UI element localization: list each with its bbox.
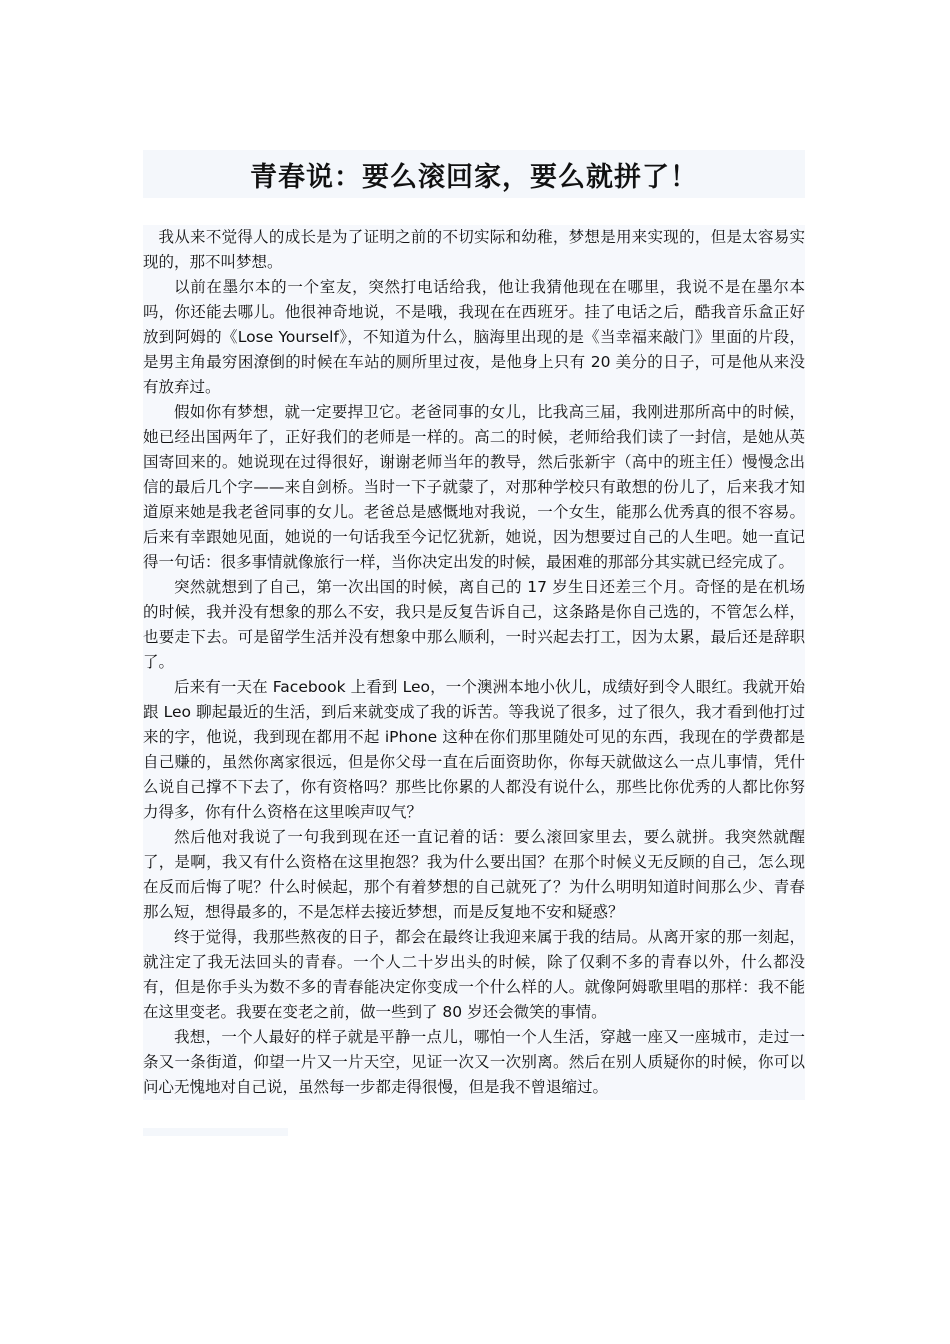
paragraph: 假如你有梦想，就一定要捍卫它。老爸同事的女儿，比我高三届，我刚进那所高中的时候，她已经出国两年了，正好我们的老师是一样的。高二的时候，老师给我们读了一封信，是她从英国寄回来的。她说现在过得很好，谢谢老师当年的教导，然后张新宇（高中的班主任）慢慢念出信的最后几个字——来自剑桥。当时一下子就蒙了，对那种学校只有敢想的份儿了，后来我才知道原来她是我老爸同事的女儿。老爸总是感慨地对我说，一个女生，能那么优秀真的很不容易。后来有幸跟她见面，她说的一句话我至今记忆犹新，她说，因为想要过自己的人生吧。她一直记得一句话：很多事情就像旅行一样，当你决定出发的时候，最困难的那部分其实就已经完成了。 — [143, 400, 805, 575]
paragraph: 突然就想到了自己，第一次出国的时候，离自己的 17 岁生日还差三个月。奇怪的是在机场的时候，我并没有想象的那么不安，我只是反复告诉自己，这条路是你自己选的，不管怎么样，也要走下去。可是留学生活并没有想象中那么顺利，一时兴起去打工，因为太累，最后还是辞职了。 — [143, 575, 805, 675]
paragraph: 我想，一个人最好的样子就是平静一点儿，哪怕一个人生活，穿越一座又一座城市，走过一条又一条街道，仰望一片又一片天空，见证一次又一次别离。然后在别人质疑你的时候，你可以问心无愧地对自己说，虽然每一步都走得很慢，但是我不曾退缩过。 — [143, 1025, 805, 1100]
highlight-remnant — [143, 1128, 288, 1136]
paragraph: 然后他对我说了一句我到现在还一直记着的话：要么滚回家里去，要么就拼。我突然就醒了，是啊，我又有什么资格在这里抱怨？我为什么要出国？在那个时候义无反顾的自己，怎么现在反而后悔了呢？什么时候起，那个有着梦想的自己就死了？为什么明明知道时间那么少、青春那么短，想得最多的，不是怎样去接近梦想，而是反复地不安和疑惑？ — [143, 825, 805, 925]
paragraph: 我从来不觉得人的成长是为了证明之前的不切实际和幼稚，梦想是用来实现的，但是太容易实现的，那不叫梦想。 — [143, 225, 805, 275]
article-body — [143, 225, 805, 1100]
paragraph: 终于觉得，我那些熬夜的日子，都会在最终让我迎来属于我的结局。从离开家的那一刻起，就注定了我无法回头的青春。一个人二十岁出头的时候，除了仅剩不多的青春以外，什么都没有，但是你手头为数不多的青春能决定你变成一个什么样的人。就像阿姆歌里唱的那样：我不能在这里变老。我要在变老之前，做一些到了 80 岁还会微笑的事情。 — [143, 925, 805, 1025]
paragraph: 以前在墨尔本的一个室友，突然打电话给我，他让我猜他现在在哪里，我说不是在墨尔本吗，你还能去哪儿。他很神奇地说，不是哦，我现在在西班牙。挂了电话之后，酷我音乐盒正好放到阿姆的《Lose Yourself》，不知道为什么，脑海里出现的是《当幸福来敲门》里面的片段，是男主角最穷困潦倒的时候在车站的厕所里过夜，是他身上只有 20 美分的日子，可是他从来没有放弃过。 — [143, 275, 805, 400]
title-banner — [143, 150, 805, 198]
paragraph: 后来有一天在 Facebook 上看到 Leo，一个澳洲本地小伙儿，成绩好到令人眼红。我就开始跟 Leo 聊起最近的生活，到后来就变成了我的诉苦。等我说了很多，过了很久，我才看到他打过来的字，他说，我到现在都用不起 iPhone 这种在你们那里随处可见的东西，我现在的学费都是自己赚的，虽然你离家很远，但是你父母一直在后面资助你，你每天就做这么一点儿事情，凭什么说自己撑不下去了，你有资格吗？那些比你累的人都没有说什么，那些比你优秀的人都比你努力得多，你有什么资格在这里唉声叹气？ — [143, 675, 805, 825]
page-title: 青春说：要么滚回家，要么就拼了！ — [250, 161, 698, 193]
